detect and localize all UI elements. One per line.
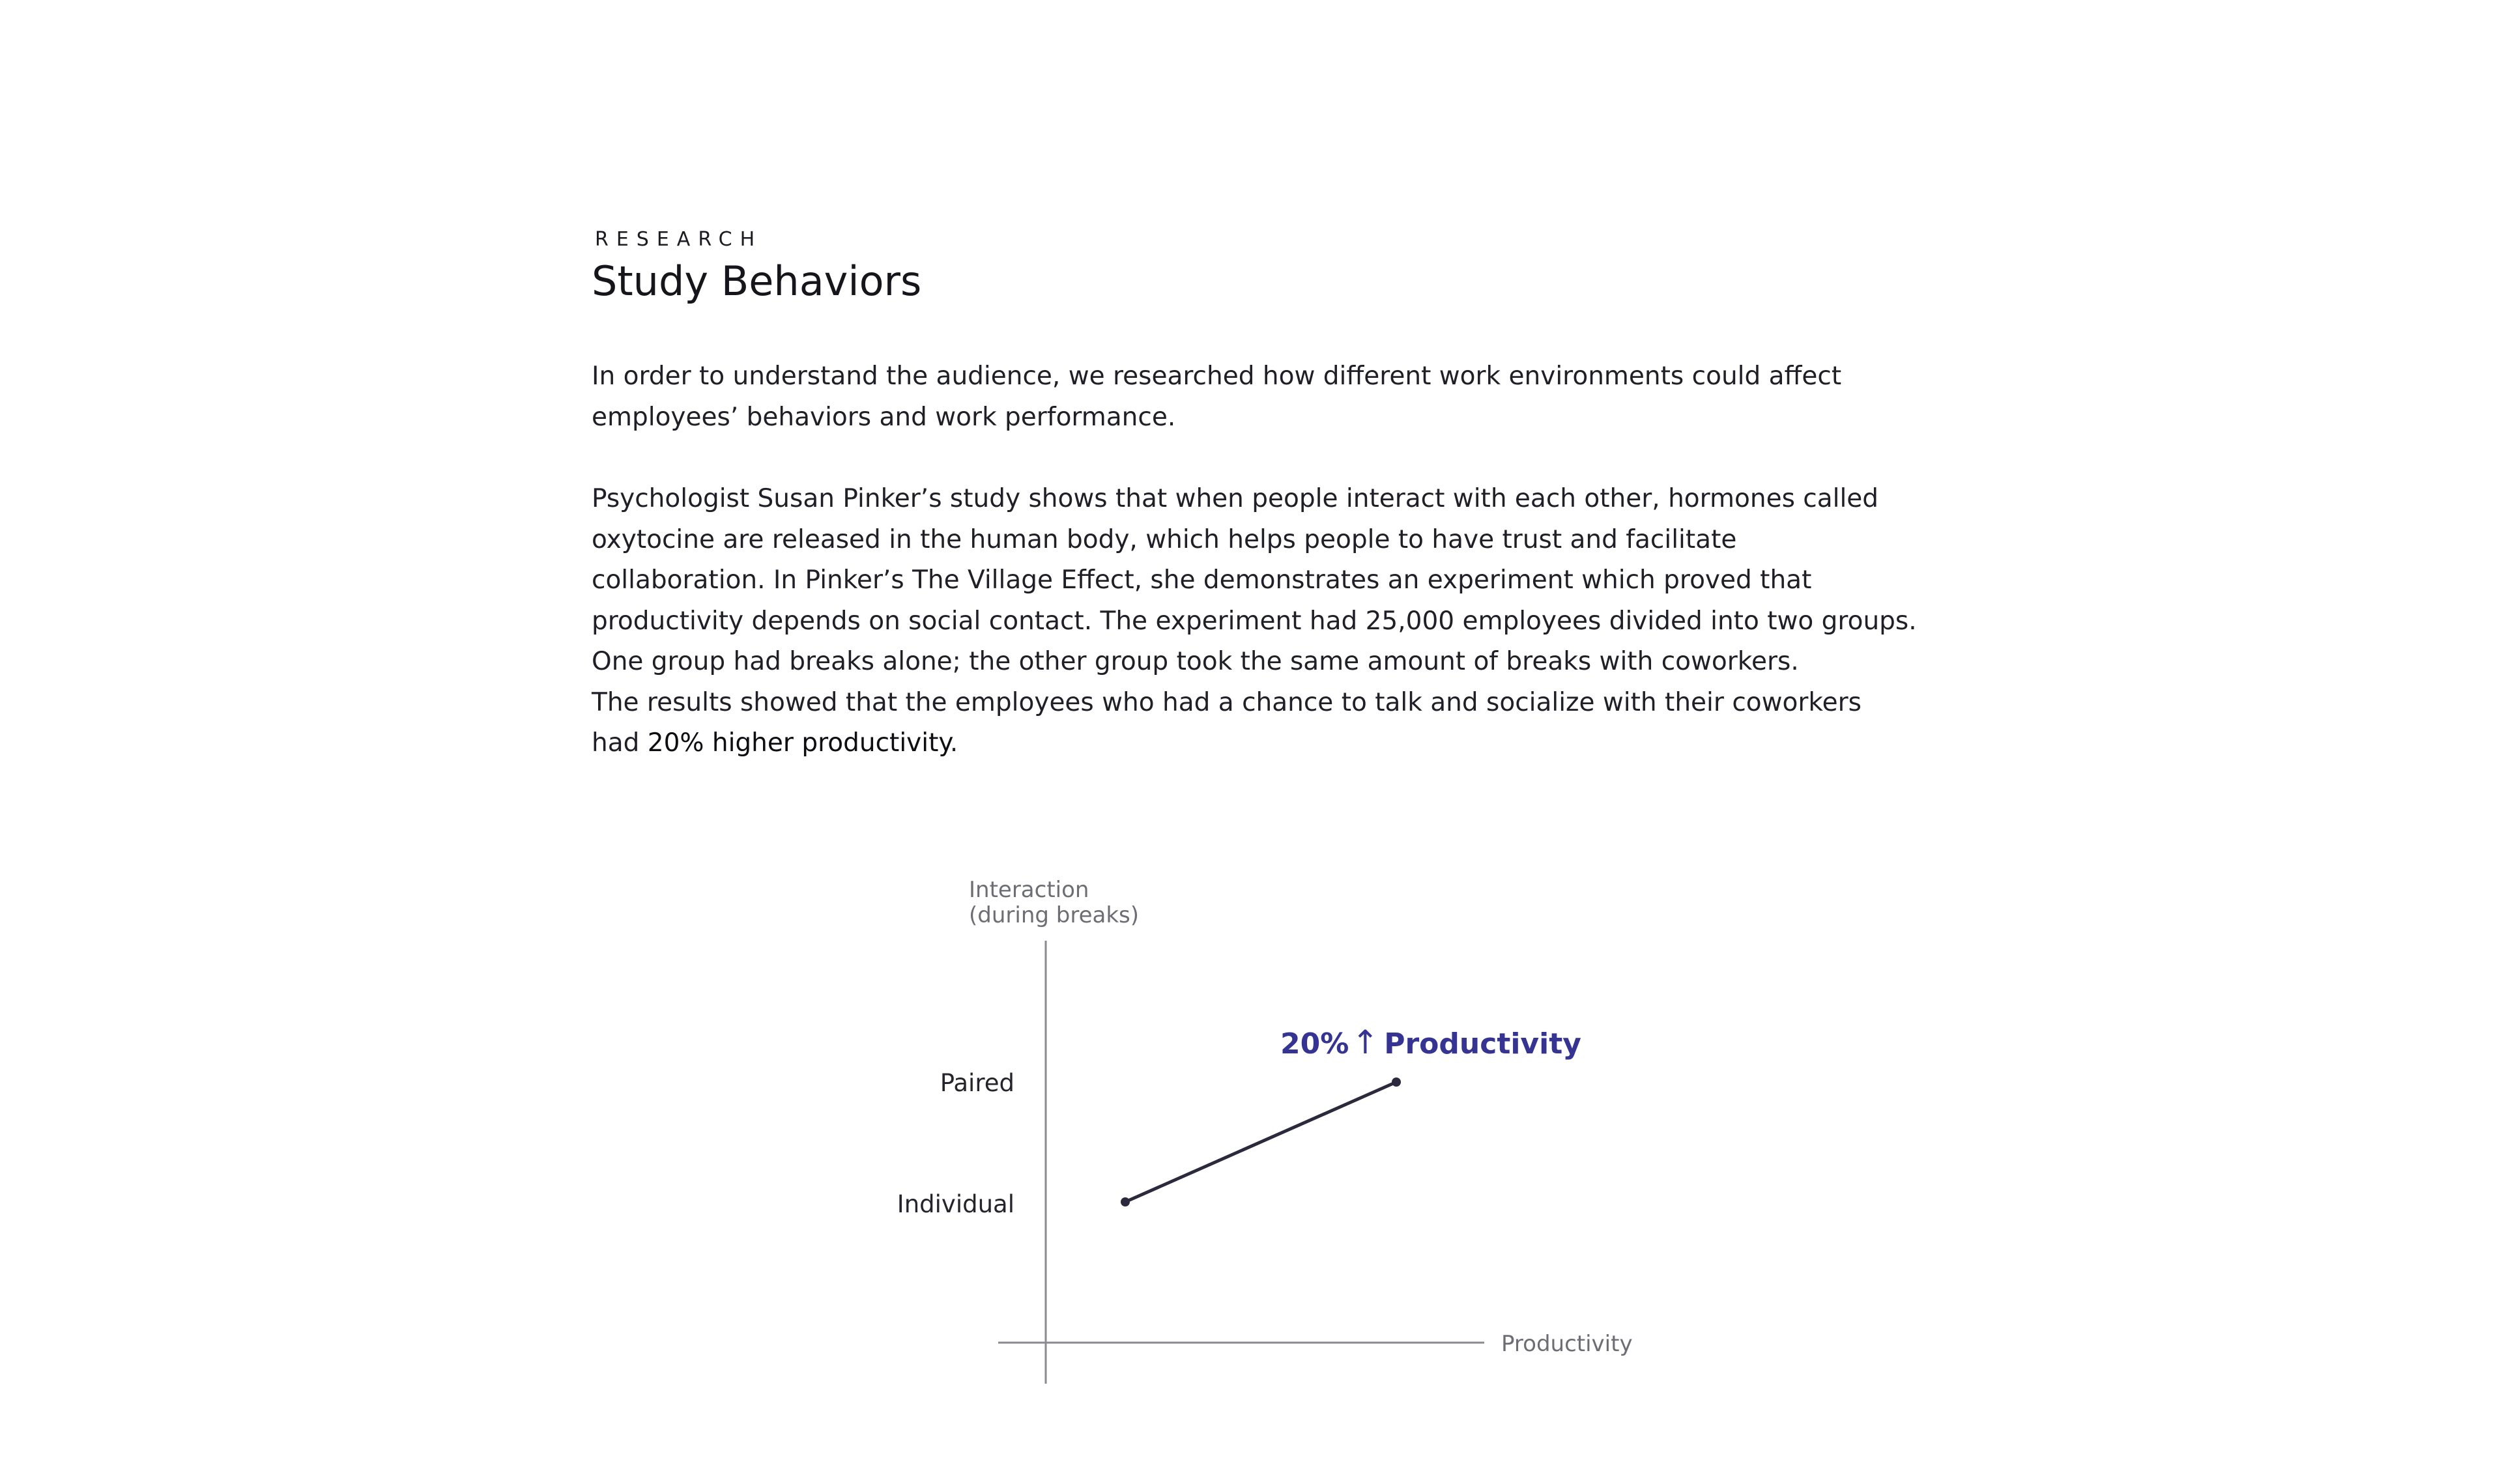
data-point-individual — [1121, 1197, 1130, 1206]
study-line-suffix: . — [949, 728, 958, 758]
y-tick-label-paired: Paired — [940, 1069, 1014, 1097]
data-point-paired — [1392, 1077, 1401, 1087]
study-line: One group had breaks alone; the other group took the same amount of breaks with coworkers. — [592, 647, 1799, 676]
y-axis-title-line-2: (during breaks) — [969, 902, 1139, 928]
study-line: productivity depends on social contact. The experiment had 25,000 employees divided into two groups. — [592, 606, 1917, 636]
study-line: collaboration. In Pinker’s The Village Effect, she demonstrates an experiment which proved that — [592, 565, 1812, 595]
study-line-last — [592, 723, 1973, 764]
productivity-annotation — [1280, 1023, 1581, 1061]
study-line: oxytocine are released in the human body, which helps people to have trust and facilitate — [592, 524, 1737, 554]
highlight-text: 20% higher productivity — [647, 728, 950, 758]
study-line: Psychologist Susan Pinker’s study shows that when people interact with each other, hormones called — [592, 484, 1879, 513]
y-axis-title-line-1: Interaction — [969, 877, 1089, 903]
intro-paragraph: In order to understand the audience, we researched how different work environments could affect employees’ behaviors and work performance. — [592, 362, 1842, 432]
study-line: The results showed that the employees who had a chance to talk and socialize with their coworkers — [592, 687, 1862, 717]
study-paragraph — [592, 479, 1973, 764]
section-label: RESEARCH — [595, 228, 763, 251]
series-line — [1125, 1082, 1396, 1202]
annotation-percent: 20% — [1280, 1027, 1349, 1061]
annotation-label: Productivity — [1384, 1027, 1581, 1061]
y-tick-label-individual: Individual — [897, 1190, 1014, 1218]
page-title: Study Behaviors — [592, 257, 922, 305]
study-line-prefix: had — [592, 728, 648, 758]
arrow-up-icon: ↑ — [1351, 1023, 1379, 1061]
x-axis-title: Productivity — [1501, 1331, 1633, 1357]
